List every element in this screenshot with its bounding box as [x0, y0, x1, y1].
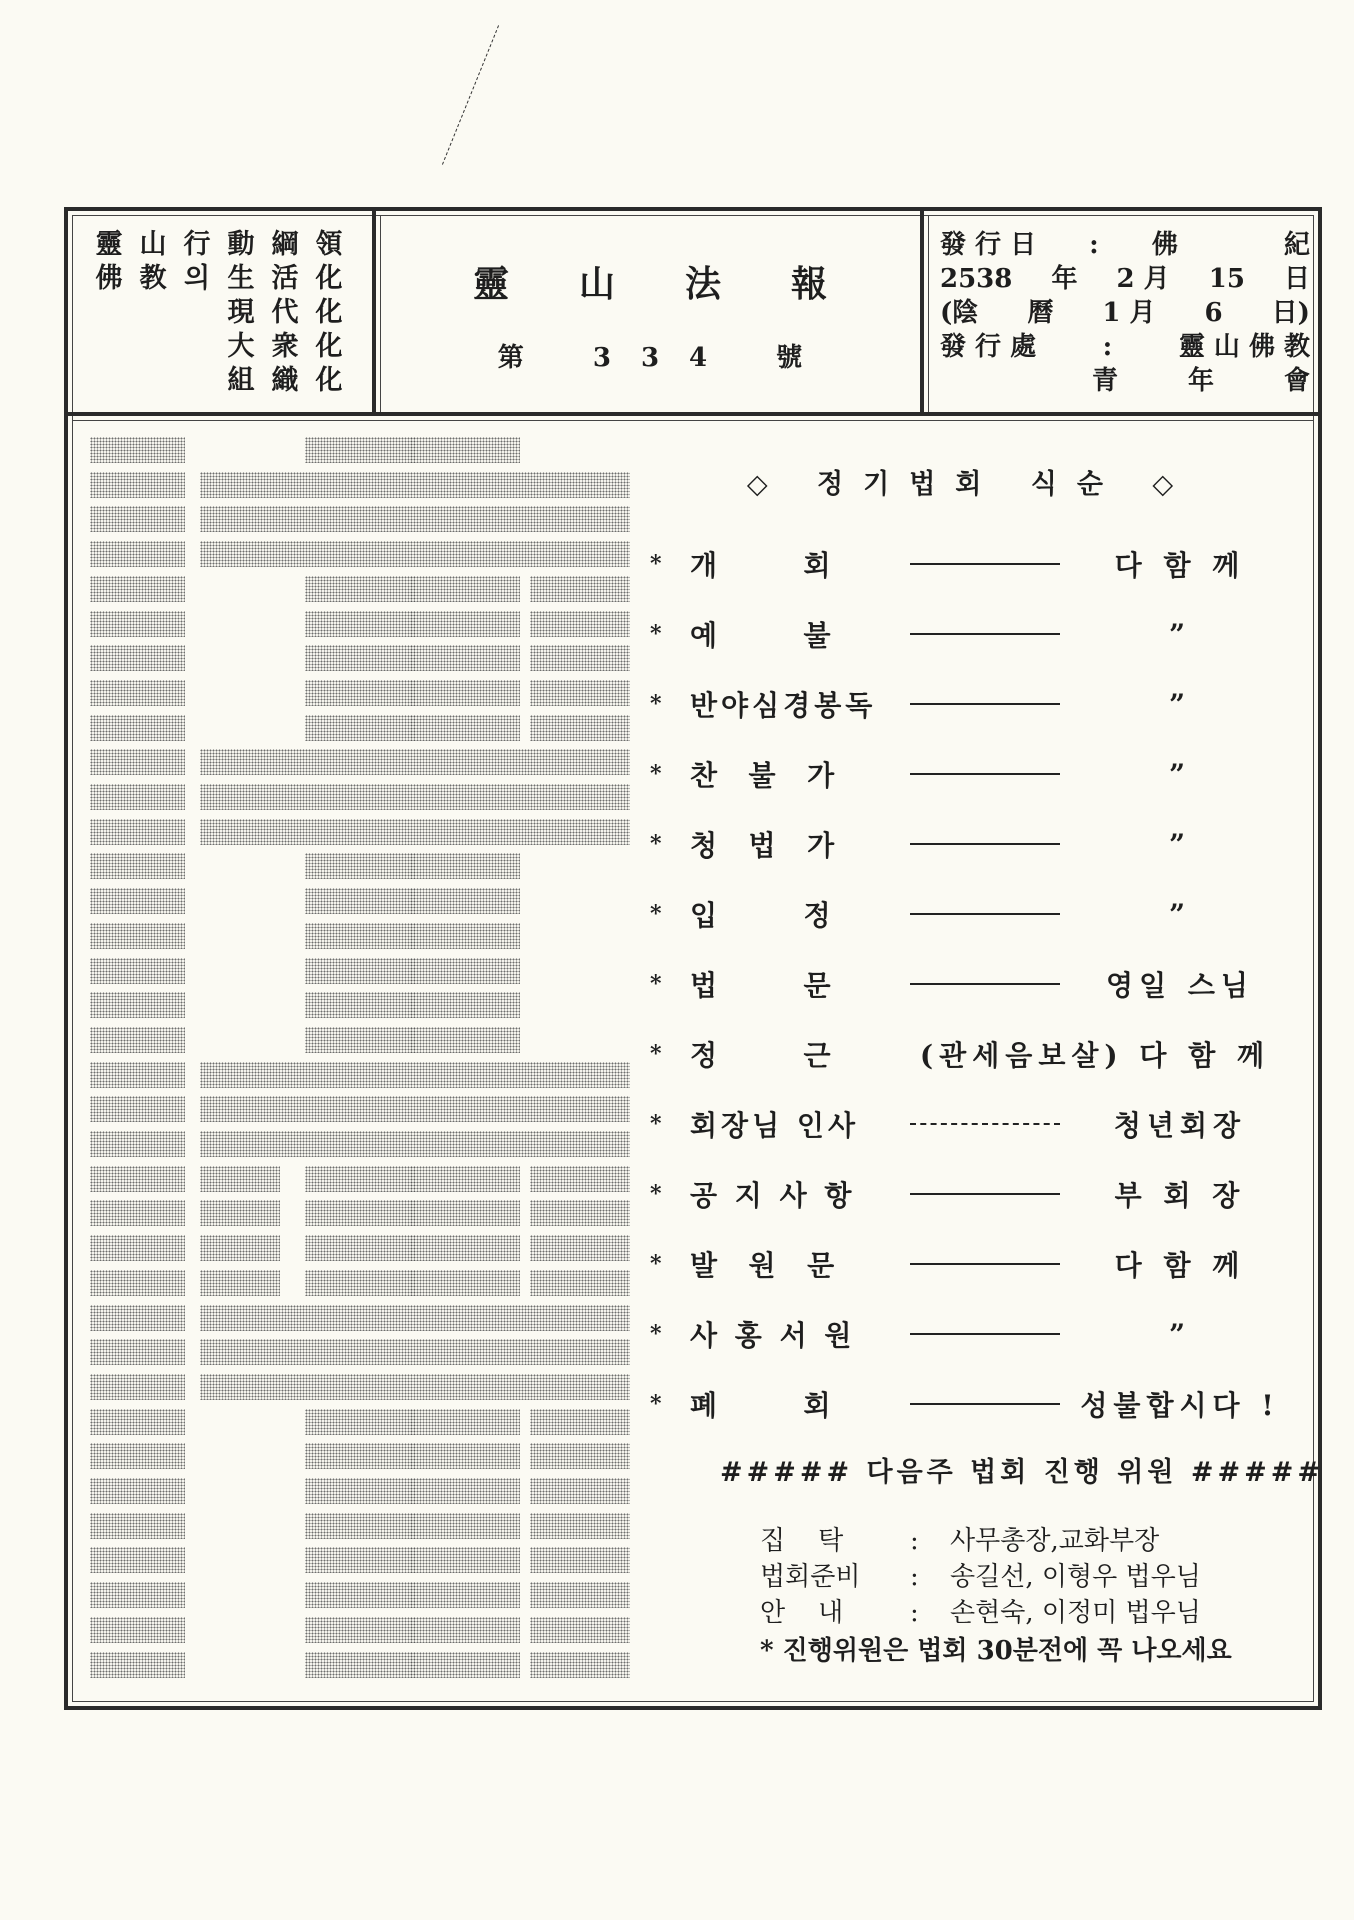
order-item-name: 개 회 — [690, 549, 835, 582]
order-item — [650, 949, 1290, 1019]
pubinfo-label: (陰 — [940, 298, 979, 328]
order-item-name: 청 법 가 — [690, 829, 839, 862]
motto-char: 代 — [271, 297, 299, 328]
order-item-performer: ” — [1168, 897, 1192, 931]
staff-note: * 진행위원은 법회 30분전에 꼭 나오세요 — [760, 1636, 1232, 1666]
order-item-performer: 성불합시다 ! — [1080, 1389, 1280, 1422]
halftone-block — [305, 1235, 415, 1261]
halftone-block — [305, 680, 415, 706]
leader-line — [910, 983, 1060, 985]
halftone-block — [90, 1166, 185, 1192]
motto-char — [180, 296, 214, 330]
masthead — [380, 230, 920, 410]
halftone-block — [410, 715, 520, 741]
halftone-block — [530, 1166, 630, 1192]
halftone-block — [90, 1478, 185, 1504]
halftone-block — [90, 576, 185, 602]
halftone-block — [305, 715, 415, 741]
halftone-block — [90, 992, 185, 1018]
halftone-block — [90, 784, 185, 810]
bullet-icon: * — [650, 1111, 662, 1137]
halftone-block — [410, 1409, 520, 1435]
pubinfo-value: 佛 — [1151, 230, 1178, 260]
bullet-icon: * — [650, 1041, 662, 1067]
motto-char — [136, 364, 170, 398]
halftone-block — [410, 888, 520, 914]
next-week-staff — [720, 1450, 1324, 1669]
halftone-block — [410, 437, 520, 463]
pubinfo-colon: : — [1089, 230, 1099, 260]
staff-role: 집 탁 — [760, 1526, 844, 1556]
leader-line — [910, 1403, 1060, 1405]
halftone-block — [410, 1582, 520, 1608]
halftone-block — [90, 611, 185, 637]
motto-char: 化 — [315, 365, 343, 396]
order-item — [650, 1019, 1290, 1089]
halftone-block — [410, 1027, 520, 1053]
order-item-performer: ” — [1168, 827, 1192, 861]
bullet-icon: * — [650, 971, 662, 997]
pubinfo-lunar-month: 1 月 — [1102, 298, 1156, 328]
halftone-block — [200, 1374, 630, 1400]
halftone-block — [530, 645, 630, 671]
pubinfo-publisher: 靈 山 佛 教 — [1178, 332, 1310, 362]
order-item-name: 발 원 문 — [690, 1249, 839, 1282]
motto-char: 佛 — [95, 263, 123, 294]
halftone-block — [530, 1409, 630, 1435]
halftone-block — [200, 1235, 280, 1261]
motto-char: 綱 — [271, 229, 299, 260]
order-item-performer: 다 함 께 — [1114, 1249, 1246, 1282]
halftone-block — [305, 992, 415, 1018]
halftone-block — [90, 1305, 185, 1331]
halftone-block — [90, 1443, 185, 1469]
halftone-block — [200, 1166, 280, 1192]
halftone-block — [200, 749, 630, 775]
order-item-performer: (관세음보살) 다 함 께 — [919, 1039, 1271, 1072]
order-item-name: 반야심경봉독 — [690, 689, 877, 722]
motto-char — [136, 296, 170, 330]
order-item-name: 법 문 — [690, 969, 835, 1002]
halftone-block — [305, 1409, 415, 1435]
next-week-title: ##### 다음주 법회 진행 위원 ##### — [720, 1457, 1324, 1488]
staff-row — [760, 1523, 1300, 1559]
halftone-block — [90, 1027, 185, 1053]
halftone-block — [530, 611, 630, 637]
halftone-block — [90, 680, 185, 706]
order-item — [650, 809, 1290, 879]
leader-line — [910, 1193, 1060, 1195]
order-item-performer: ” — [1168, 757, 1192, 791]
motto-char: 山 — [139, 229, 167, 260]
halftone-block — [90, 1270, 185, 1296]
pubinfo-value: 紀 — [1283, 230, 1310, 260]
halftone-block — [90, 1131, 185, 1157]
pubinfo-publisher: 會 — [1283, 366, 1310, 396]
motto-box — [92, 228, 362, 408]
halftone-block — [305, 1270, 415, 1296]
halftone-block — [90, 1339, 185, 1365]
publication-info — [940, 228, 1310, 398]
leader-line — [910, 633, 1060, 635]
halftone-block — [90, 645, 185, 671]
order-item-name: 사 홍 서 원 — [690, 1319, 856, 1352]
order-item-name: 입 정 — [690, 899, 835, 932]
halftone-block — [305, 1513, 415, 1539]
halftone-block — [305, 1200, 415, 1226]
staff-role: 안 내 — [760, 1598, 844, 1628]
pubinfo-publisher: 年 — [1187, 366, 1214, 396]
halftone-block — [90, 1062, 185, 1088]
motto-char: 織 — [271, 365, 299, 396]
staff-names: 사무총장,교화부장 — [950, 1526, 1160, 1556]
halftone-block — [530, 680, 630, 706]
halftone-block — [90, 819, 185, 845]
pubinfo-publisher: 青 — [1091, 366, 1118, 396]
halftone-block — [200, 1062, 630, 1088]
halftone-block — [90, 749, 185, 775]
halftone-block — [90, 1374, 185, 1400]
halftone-block — [200, 472, 630, 498]
halftone-block — [90, 1617, 185, 1643]
halftone-block — [410, 1270, 520, 1296]
order-item-performer: ” — [1168, 1317, 1192, 1351]
motto-char — [92, 330, 126, 364]
halftone-block — [410, 576, 520, 602]
halftone-block — [530, 1478, 630, 1504]
halftone-block — [90, 437, 185, 463]
motto-char: 衆 — [271, 331, 299, 362]
order-item-performer: ” — [1168, 687, 1192, 721]
order-item — [650, 1159, 1290, 1229]
halftone-block — [200, 1339, 630, 1365]
halftone-block — [410, 1652, 520, 1678]
halftone-block — [305, 1547, 415, 1573]
pubinfo-colon: : — [1102, 332, 1113, 362]
motto-char — [136, 330, 170, 364]
order-item-performer: 청년회장 — [1113, 1109, 1247, 1142]
staff-colon: : — [910, 1526, 919, 1556]
order-item — [650, 1089, 1290, 1159]
halftone-block — [200, 784, 630, 810]
halftone-block — [90, 888, 185, 914]
header-divider-inner — [72, 420, 1314, 421]
halftone-block — [305, 645, 415, 671]
pubinfo-value: 曆 — [1027, 298, 1054, 328]
bullet-icon: * — [650, 901, 662, 927]
halftone-block — [410, 1617, 520, 1643]
halftone-block — [410, 992, 520, 1018]
pubinfo-value: 日) — [1271, 298, 1310, 328]
halftone-block — [90, 1652, 185, 1678]
staff-role: 법회준비 — [760, 1562, 861, 1592]
newsletter-title: 靈山法報 — [472, 263, 897, 305]
pubinfo-label: 發 行 處 — [940, 332, 1037, 362]
halftone-block — [530, 1582, 630, 1608]
order-item-name: 폐 회 — [690, 1389, 835, 1422]
motto-char: 教 — [139, 263, 167, 294]
issue-number: 第 334 號 — [497, 343, 833, 373]
motto-char: 大 — [227, 331, 255, 362]
halftone-block — [90, 715, 185, 741]
motto-char: 化 — [315, 263, 343, 294]
halftone-block — [90, 541, 185, 567]
motto-char: 化 — [315, 297, 343, 328]
order-item-name: 찬 불 가 — [690, 759, 839, 792]
leader-line — [910, 1263, 1060, 1265]
motto-char: 行 — [183, 229, 211, 260]
order-of-service — [650, 462, 1290, 1439]
halftone-block — [200, 1096, 630, 1122]
halftone-block — [410, 645, 520, 671]
halftone-block — [90, 958, 185, 984]
order-item-name: 예 불 — [690, 619, 835, 652]
header-divider — [64, 412, 1322, 416]
order-item — [650, 1229, 1290, 1299]
staff-names: 손현숙, 이정미 법우님 — [950, 1598, 1201, 1628]
bullet-icon: * — [650, 1391, 662, 1417]
halftone-block — [200, 1305, 630, 1331]
motto-char: 現 — [227, 297, 255, 328]
order-item — [650, 599, 1290, 669]
halftone-block — [410, 1235, 520, 1261]
bullet-icon: * — [650, 691, 662, 717]
halftone-block — [530, 1200, 630, 1226]
order-item — [650, 1299, 1290, 1369]
halftone-block — [410, 1166, 520, 1192]
halftone-block — [305, 923, 415, 949]
halftone-block — [410, 1513, 520, 1539]
halftone-block — [305, 437, 415, 463]
order-item-name: 정 근 — [690, 1039, 835, 1072]
leader-line — [910, 1123, 1060, 1125]
halftone-block — [200, 1131, 630, 1157]
halftone-block — [90, 1096, 185, 1122]
halftone-block — [410, 1443, 520, 1469]
staff-list — [720, 1523, 1300, 1669]
header-column-divider-inner — [928, 215, 929, 412]
halftone-block — [200, 541, 630, 567]
motto-char — [92, 296, 126, 330]
halftone-block — [410, 923, 520, 949]
halftone-block — [305, 1166, 415, 1192]
halftone-block — [305, 1617, 415, 1643]
bullet-icon: * — [650, 761, 662, 787]
halftone-block — [530, 576, 630, 602]
halftone-block — [90, 1513, 185, 1539]
scan-mark — [442, 25, 499, 164]
leader-line — [910, 843, 1060, 845]
halftone-block — [410, 1478, 520, 1504]
halftone-block — [410, 1547, 520, 1573]
halftone-block — [305, 1027, 415, 1053]
motto-char — [180, 364, 214, 398]
halftone-block — [305, 853, 415, 879]
order-item-performer: 부 회 장 — [1114, 1179, 1246, 1212]
halftone-block — [530, 1513, 630, 1539]
halftone-block — [305, 958, 415, 984]
order-item-performer: 영일 스님 — [1106, 969, 1254, 1002]
order-item — [650, 879, 1290, 949]
pubinfo-value: 年 — [1051, 264, 1078, 294]
halftone-block — [305, 611, 415, 637]
staff-row — [760, 1559, 1300, 1595]
halftone-block — [530, 715, 630, 741]
order-title: ◇ 정기법회 식순 ◇ — [746, 469, 1194, 500]
motto-grid — [92, 228, 362, 398]
halftone-block — [90, 853, 185, 879]
bullet-icon: * — [650, 1321, 662, 1347]
halftone-block — [530, 1235, 630, 1261]
pubinfo-row — [940, 364, 1310, 398]
pubinfo-label: 發 行 日 — [940, 230, 1037, 260]
halftone-block — [410, 680, 520, 706]
bullet-icon: * — [650, 831, 662, 857]
halftone-block — [530, 1443, 630, 1469]
halftone-block-art — [90, 437, 620, 1697]
halftone-block — [200, 1270, 280, 1296]
leader-line — [910, 913, 1060, 915]
halftone-block — [410, 958, 520, 984]
order-item — [650, 669, 1290, 739]
pubinfo-row — [940, 228, 1310, 262]
motto-char — [92, 364, 126, 398]
halftone-block — [305, 1652, 415, 1678]
halftone-block — [90, 923, 185, 949]
pubinfo-row — [940, 330, 1310, 364]
bullet-icon: * — [650, 621, 662, 647]
halftone-block — [530, 1547, 630, 1573]
staff-names: 송길선, 이형우 법우님 — [950, 1562, 1201, 1592]
staff-colon: : — [910, 1598, 919, 1628]
motto-char: 動 — [227, 229, 255, 260]
halftone-block — [90, 472, 185, 498]
pubinfo-year: 2538 — [940, 264, 1013, 294]
leader-line — [910, 1333, 1060, 1335]
halftone-block — [410, 853, 520, 879]
halftone-block — [305, 1443, 415, 1469]
motto-char — [180, 330, 214, 364]
pubinfo-day: 15 — [1208, 264, 1245, 294]
order-item-performer: ” — [1168, 617, 1192, 651]
halftone-block — [530, 1652, 630, 1678]
halftone-block — [200, 1200, 280, 1226]
halftone-block — [410, 1200, 520, 1226]
halftone-block — [200, 506, 630, 532]
halftone-block — [90, 1200, 185, 1226]
halftone-block — [530, 1617, 630, 1643]
order-item-name: 공 지 사 항 — [690, 1179, 856, 1212]
bullet-icon: * — [650, 551, 662, 577]
motto-char: 生 — [227, 263, 255, 294]
motto-char: 領 — [315, 229, 343, 260]
order-item — [650, 1369, 1290, 1439]
order-list — [650, 529, 1290, 1439]
halftone-block — [90, 506, 185, 532]
halftone-block — [90, 1582, 185, 1608]
halftone-block — [90, 1235, 185, 1261]
order-item-name: 회장님 인사 — [690, 1109, 859, 1142]
halftone-block — [530, 1270, 630, 1296]
order-item — [650, 739, 1290, 809]
order-item — [650, 529, 1290, 599]
halftone-block — [90, 1547, 185, 1573]
halftone-block — [410, 611, 520, 637]
leader-line — [910, 703, 1060, 705]
staff-row — [760, 1595, 1300, 1631]
pubinfo-value: 日 — [1283, 264, 1310, 294]
motto-char: 組 — [227, 365, 255, 396]
motto-char: 의 — [183, 263, 211, 294]
bullet-icon: * — [650, 1181, 662, 1207]
motto-char: 化 — [315, 331, 343, 362]
halftone-block — [90, 1409, 185, 1435]
order-item-performer: 다 함 께 — [1114, 549, 1246, 582]
motto-char: 靈 — [95, 229, 123, 260]
pubinfo-row — [940, 296, 1310, 330]
header-column-divider — [372, 207, 376, 416]
pubinfo-row — [940, 262, 1310, 296]
halftone-block — [305, 1582, 415, 1608]
motto-char: 活 — [271, 263, 299, 294]
leader-line — [910, 773, 1060, 775]
leader-line — [910, 563, 1060, 565]
halftone-block — [305, 576, 415, 602]
staff-colon: : — [910, 1562, 919, 1592]
pubinfo-month: 2 月 — [1116, 264, 1170, 294]
halftone-block — [305, 888, 415, 914]
bullet-icon: * — [650, 1251, 662, 1277]
halftone-block — [200, 819, 630, 845]
pubinfo-lunar-day: 6 — [1204, 298, 1223, 328]
header-column-divider — [920, 207, 924, 416]
halftone-block — [305, 1478, 415, 1504]
